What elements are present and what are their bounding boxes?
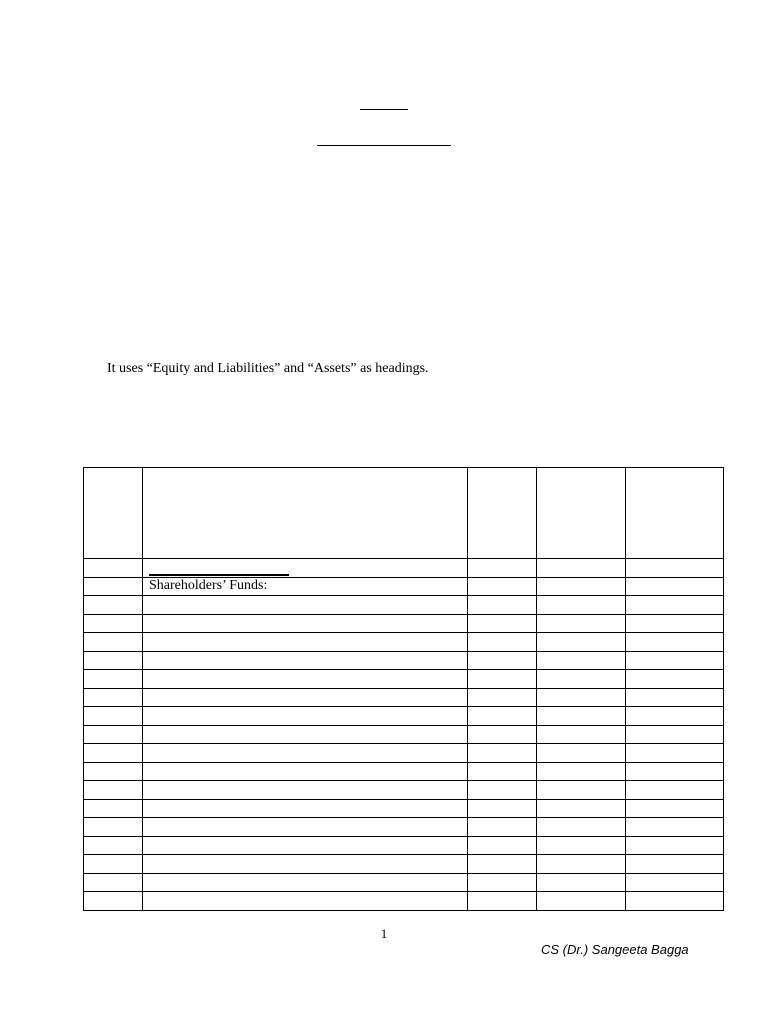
cell-previous-year	[626, 596, 724, 615]
cell-note	[468, 836, 537, 855]
cell-sno	[84, 725, 143, 744]
cell-previous-year	[626, 781, 724, 800]
cell-particulars	[143, 725, 468, 744]
cell-previous-year	[626, 873, 724, 892]
cell-particulars	[143, 707, 468, 726]
cell-previous-year	[626, 725, 724, 744]
cell-sno	[84, 873, 143, 892]
cell-sno	[84, 836, 143, 855]
cell-previous-year	[626, 707, 724, 726]
table-row	[84, 633, 724, 652]
cell-previous-year	[626, 744, 724, 763]
particulars-text: Shareholders’ Funds:	[149, 577, 268, 593]
header-cell-previous-year	[626, 468, 724, 559]
table-row	[84, 744, 724, 763]
cell-sno	[84, 559, 143, 578]
balance-sheet-body	[84, 468, 724, 911]
particulars-text	[143, 837, 467, 838]
cell-current-year	[537, 633, 626, 652]
particulars-text	[143, 615, 467, 616]
cell-note	[468, 670, 537, 689]
particulars-text	[143, 559, 467, 560]
cell-sno	[84, 633, 143, 652]
cell-previous-year	[626, 633, 724, 652]
particulars-text	[143, 800, 467, 801]
particulars-text	[143, 781, 467, 782]
cell-note	[468, 577, 537, 596]
cell-previous-year	[626, 836, 724, 855]
cell-note	[468, 818, 537, 837]
table-row	[84, 596, 724, 615]
cell-previous-year	[626, 892, 724, 911]
cell-sno	[84, 818, 143, 837]
page-number: 1	[380, 926, 388, 941]
subtitle-underline	[317, 145, 451, 146]
cell-current-year	[537, 707, 626, 726]
cell-sno	[84, 744, 143, 763]
cell-sno	[84, 855, 143, 874]
particulars-text	[143, 726, 467, 727]
particulars-text	[143, 689, 467, 690]
cell-current-year	[537, 651, 626, 670]
cell-note	[468, 651, 537, 670]
cell-current-year	[537, 688, 626, 707]
cell-particulars	[143, 781, 468, 800]
table-row	[84, 651, 724, 670]
cell-note	[468, 559, 537, 578]
cell-particulars	[143, 651, 468, 670]
table-row	[84, 799, 724, 818]
cell-current-year	[537, 799, 626, 818]
cell-current-year	[537, 577, 626, 596]
cell-note	[468, 892, 537, 911]
cell-note	[468, 614, 537, 633]
cell-note	[468, 725, 537, 744]
table-row	[84, 892, 724, 911]
particulars-text	[143, 763, 467, 764]
balance-sheet-table	[83, 467, 724, 911]
cell-sno	[84, 762, 143, 781]
cell-previous-year	[626, 799, 724, 818]
cell-current-year	[537, 818, 626, 837]
header-cell-note	[468, 468, 537, 559]
cell-particulars	[143, 633, 468, 652]
cell-particulars	[143, 836, 468, 855]
table-row	[84, 725, 724, 744]
table-row	[84, 781, 724, 800]
cell-previous-year	[626, 614, 724, 633]
cell-sno	[84, 670, 143, 689]
cell-previous-year	[626, 818, 724, 837]
cell-particulars	[143, 892, 468, 911]
table-row	[84, 873, 724, 892]
cell-note	[468, 688, 537, 707]
table-row	[84, 577, 724, 596]
cell-note	[468, 596, 537, 615]
header-cell-sno	[84, 468, 143, 559]
cell-previous-year	[626, 855, 724, 874]
cell-current-year	[537, 836, 626, 855]
cell-current-year	[537, 892, 626, 911]
cell-particulars	[143, 818, 468, 837]
cell-note	[468, 799, 537, 818]
cell-current-year	[537, 559, 626, 578]
cell-previous-year	[626, 577, 724, 596]
cell-sno	[84, 799, 143, 818]
header-cell-current-year	[537, 468, 626, 559]
cell-current-year	[537, 873, 626, 892]
particulars-text	[143, 633, 467, 634]
cell-previous-year	[626, 670, 724, 689]
cell-previous-year	[626, 688, 724, 707]
cell-note	[468, 873, 537, 892]
cell-note	[468, 781, 537, 800]
intro-paragraph: It uses “Equity and Liabilities” and “Assets” as headings.	[107, 361, 429, 376]
title-underline	[360, 109, 408, 110]
particulars-text	[143, 652, 467, 653]
particulars-text	[143, 855, 467, 856]
cell-current-year	[537, 855, 626, 874]
cell-sno	[84, 596, 143, 615]
table-row	[84, 614, 724, 633]
cell-particulars	[143, 670, 468, 689]
particulars-text	[143, 892, 467, 893]
cell-note	[468, 707, 537, 726]
table-header-row	[84, 468, 724, 559]
cell-particulars	[143, 762, 468, 781]
table-row	[84, 818, 724, 837]
cell-particulars	[143, 873, 468, 892]
cell-sno	[84, 651, 143, 670]
table-row	[84, 855, 724, 874]
cell-particulars	[143, 577, 468, 596]
cell-note	[468, 855, 537, 874]
table-row	[84, 762, 724, 781]
cell-note	[468, 762, 537, 781]
particulars-text	[143, 874, 467, 875]
cell-current-year	[537, 596, 626, 615]
author-footer: CS (Dr.) Sangeeta Bagga	[541, 942, 689, 957]
table-row	[84, 670, 724, 689]
cell-note	[468, 633, 537, 652]
particulars-text	[143, 707, 467, 708]
particulars-text	[143, 818, 467, 819]
table-row	[84, 707, 724, 726]
cell-current-year	[537, 781, 626, 800]
cell-particulars	[143, 855, 468, 874]
cell-current-year	[537, 670, 626, 689]
cell-sno	[84, 781, 143, 800]
particulars-text	[143, 670, 467, 671]
cell-previous-year	[626, 762, 724, 781]
cell-current-year	[537, 744, 626, 763]
section-heading-underline	[149, 574, 289, 576]
cell-current-year	[537, 614, 626, 633]
cell-previous-year	[626, 559, 724, 578]
cell-particulars	[143, 596, 468, 615]
cell-sno	[84, 892, 143, 911]
cell-note	[468, 744, 537, 763]
cell-sno	[84, 688, 143, 707]
header-cell-particulars	[143, 468, 468, 559]
cell-sno	[84, 577, 143, 596]
particulars-text	[143, 744, 467, 745]
cell-sno	[84, 707, 143, 726]
cell-particulars	[143, 799, 468, 818]
table-row	[84, 688, 724, 707]
cell-previous-year	[626, 651, 724, 670]
particulars-text	[143, 596, 467, 597]
table-row	[84, 836, 724, 855]
cell-particulars	[143, 614, 468, 633]
cell-particulars	[143, 688, 468, 707]
cell-particulars	[143, 744, 468, 763]
cell-sno	[84, 614, 143, 633]
cell-current-year	[537, 725, 626, 744]
cell-current-year	[537, 762, 626, 781]
